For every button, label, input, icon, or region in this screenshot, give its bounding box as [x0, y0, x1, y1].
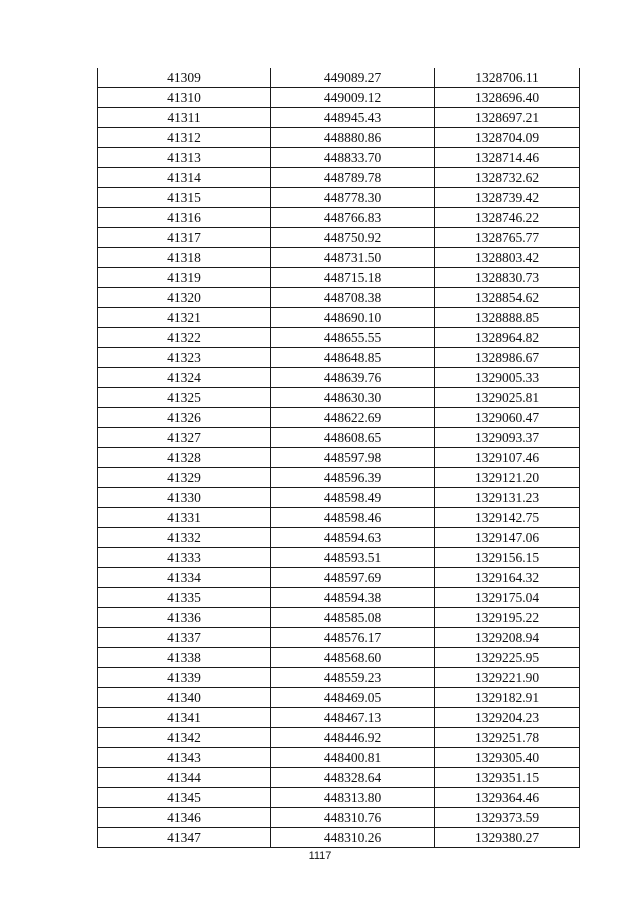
x-coordinate-cell: 448593.51: [271, 548, 435, 568]
x-coordinate-cell: 448598.49: [271, 488, 435, 508]
y-coordinate-cell: 1329142.75: [435, 508, 580, 528]
table-row: [98, 428, 580, 448]
table-row: [98, 608, 580, 628]
y-coordinate-cell: 1328739.42: [435, 188, 580, 208]
x-coordinate-cell: 448715.18: [271, 268, 435, 288]
table-row: [98, 588, 580, 608]
x-coordinate-cell: 448766.83: [271, 208, 435, 228]
table-row: [98, 808, 580, 828]
table-row: [98, 728, 580, 748]
point-id-cell: 41324: [98, 368, 271, 388]
point-id-cell: 41322: [98, 328, 271, 348]
point-id-cell: 41315: [98, 188, 271, 208]
point-id-cell: 41330: [98, 488, 271, 508]
table-row: [98, 348, 580, 368]
point-id-cell: 41338: [98, 648, 271, 668]
x-coordinate-cell: 448469.05: [271, 688, 435, 708]
y-coordinate-cell: 1329251.78: [435, 728, 580, 748]
point-id-cell: 41321: [98, 308, 271, 328]
point-id-cell: 41335: [98, 588, 271, 608]
y-coordinate-cell: 1329131.23: [435, 488, 580, 508]
x-coordinate-cell: 448446.92: [271, 728, 435, 748]
y-coordinate-cell: 1329005.33: [435, 368, 580, 388]
y-coordinate-cell: 1328854.62: [435, 288, 580, 308]
x-coordinate-cell: 448690.10: [271, 308, 435, 328]
y-coordinate-cell: 1329351.15: [435, 768, 580, 788]
x-coordinate-cell: 448585.08: [271, 608, 435, 628]
point-id-cell: 41332: [98, 528, 271, 548]
point-id-cell: 41311: [98, 108, 271, 128]
table-row: [98, 268, 580, 288]
x-coordinate-cell: 448400.81: [271, 748, 435, 768]
y-coordinate-cell: 1329182.91: [435, 688, 580, 708]
table-row: [98, 368, 580, 388]
point-id-cell: 41343: [98, 748, 271, 768]
point-id-cell: 41344: [98, 768, 271, 788]
table-row: [98, 108, 580, 128]
point-id-cell: 41347: [98, 828, 271, 848]
x-coordinate-cell: 448597.98: [271, 448, 435, 468]
table-row: [98, 248, 580, 268]
table-row: [98, 748, 580, 768]
table-row: [98, 168, 580, 188]
x-coordinate-cell: 448598.46: [271, 508, 435, 528]
y-coordinate-cell: 1329175.04: [435, 588, 580, 608]
point-id-cell: 41342: [98, 728, 271, 748]
table-row: [98, 288, 580, 308]
point-id-cell: 41318: [98, 248, 271, 268]
point-id-cell: 41345: [98, 788, 271, 808]
table-row: [98, 648, 580, 668]
point-id-cell: 41346: [98, 808, 271, 828]
y-coordinate-cell: 1329060.47: [435, 408, 580, 428]
x-coordinate-cell: 448731.50: [271, 248, 435, 268]
point-id-cell: 41341: [98, 708, 271, 728]
x-coordinate-cell: 448655.55: [271, 328, 435, 348]
table-row: [98, 188, 580, 208]
table-row: [98, 568, 580, 588]
table-row: [98, 128, 580, 148]
y-coordinate-cell: 1328714.46: [435, 148, 580, 168]
table-row: [98, 308, 580, 328]
y-coordinate-cell: 1329156.15: [435, 548, 580, 568]
y-coordinate-cell: 1329093.37: [435, 428, 580, 448]
point-id-cell: 41336: [98, 608, 271, 628]
point-id-cell: 41331: [98, 508, 271, 528]
table-row: [98, 528, 580, 548]
point-id-cell: 41313: [98, 148, 271, 168]
y-coordinate-cell: 1329147.06: [435, 528, 580, 548]
x-coordinate-cell: 448630.30: [271, 388, 435, 408]
x-coordinate-cell: 448608.65: [271, 428, 435, 448]
x-coordinate-cell: 448708.38: [271, 288, 435, 308]
table-row: [98, 488, 580, 508]
y-coordinate-cell: 1329373.59: [435, 808, 580, 828]
y-coordinate-cell: 1328697.21: [435, 108, 580, 128]
table-row: [98, 828, 580, 848]
y-coordinate-cell: 1329221.90: [435, 668, 580, 688]
table-row: [98, 148, 580, 168]
x-coordinate-cell: 449089.27: [271, 68, 435, 88]
y-coordinate-cell: 1328803.42: [435, 248, 580, 268]
point-id-cell: 41329: [98, 468, 271, 488]
table-row: [98, 548, 580, 568]
y-coordinate-cell: 1329204.23: [435, 708, 580, 728]
y-coordinate-cell: 1329305.40: [435, 748, 580, 768]
x-coordinate-cell: 448594.63: [271, 528, 435, 548]
table-row: [98, 768, 580, 788]
x-coordinate-cell: 448594.38: [271, 588, 435, 608]
x-coordinate-cell: 448945.43: [271, 108, 435, 128]
table-row: [98, 628, 580, 648]
y-coordinate-cell: 1328696.40: [435, 88, 580, 108]
x-coordinate-cell: 448568.60: [271, 648, 435, 668]
coordinate-table-body: [98, 68, 580, 848]
point-id-cell: 41316: [98, 208, 271, 228]
point-id-cell: 41339: [98, 668, 271, 688]
table-row: [98, 508, 580, 528]
table-row: [98, 708, 580, 728]
y-coordinate-cell: 1328706.11: [435, 68, 580, 88]
table-row: [98, 408, 580, 428]
y-coordinate-cell: 1329121.20: [435, 468, 580, 488]
x-coordinate-cell: 448313.80: [271, 788, 435, 808]
x-coordinate-cell: 448789.78: [271, 168, 435, 188]
table-row: [98, 688, 580, 708]
y-coordinate-cell: 1328746.22: [435, 208, 580, 228]
y-coordinate-cell: 1329225.95: [435, 648, 580, 668]
y-coordinate-cell: 1329364.46: [435, 788, 580, 808]
table-row: [98, 788, 580, 808]
x-coordinate-cell: 448639.76: [271, 368, 435, 388]
x-coordinate-cell: 448597.69: [271, 568, 435, 588]
x-coordinate-cell: 448648.85: [271, 348, 435, 368]
x-coordinate-cell: 448750.92: [271, 228, 435, 248]
table-row: [98, 388, 580, 408]
table-row: [98, 468, 580, 488]
y-coordinate-cell: 1328765.77: [435, 228, 580, 248]
table-row: [98, 88, 580, 108]
y-coordinate-cell: 1329208.94: [435, 628, 580, 648]
y-coordinate-cell: 1329195.22: [435, 608, 580, 628]
y-coordinate-cell: 1328732.62: [435, 168, 580, 188]
point-id-cell: 41314: [98, 168, 271, 188]
point-id-cell: 41317: [98, 228, 271, 248]
x-coordinate-cell: 448310.76: [271, 808, 435, 828]
y-coordinate-cell: 1328704.09: [435, 128, 580, 148]
x-coordinate-cell: 448833.70: [271, 148, 435, 168]
point-id-cell: 41312: [98, 128, 271, 148]
point-id-cell: 41334: [98, 568, 271, 588]
point-id-cell: 41337: [98, 628, 271, 648]
page-number: 1117: [308, 850, 332, 862]
point-id-cell: 41333: [98, 548, 271, 568]
y-coordinate-cell: 1328830.73: [435, 268, 580, 288]
x-coordinate-cell: 448576.17: [271, 628, 435, 648]
point-id-cell: 41309: [98, 68, 271, 88]
point-id-cell: 41310: [98, 88, 271, 108]
y-coordinate-cell: 1329380.27: [435, 828, 580, 848]
x-coordinate-cell: 448559.23: [271, 668, 435, 688]
y-coordinate-cell: 1329025.81: [435, 388, 580, 408]
point-id-cell: 41326: [98, 408, 271, 428]
table-row: [98, 208, 580, 228]
y-coordinate-cell: 1328888.85: [435, 308, 580, 328]
point-id-cell: 41327: [98, 428, 271, 448]
point-id-cell: 41323: [98, 348, 271, 368]
y-coordinate-cell: 1328986.67: [435, 348, 580, 368]
x-coordinate-cell: 448310.26: [271, 828, 435, 848]
x-coordinate-cell: 448880.86: [271, 128, 435, 148]
point-id-cell: 41320: [98, 288, 271, 308]
table-row: [98, 68, 580, 88]
point-id-cell: 41328: [98, 448, 271, 468]
table-row: [98, 328, 580, 348]
x-coordinate-cell: 448596.39: [271, 468, 435, 488]
x-coordinate-cell: 448328.64: [271, 768, 435, 788]
y-coordinate-cell: 1329107.46: [435, 448, 580, 468]
table-row: [98, 228, 580, 248]
table-row: [98, 668, 580, 688]
x-coordinate-cell: 448622.69: [271, 408, 435, 428]
x-coordinate-cell: 448467.13: [271, 708, 435, 728]
y-coordinate-cell: 1329164.32: [435, 568, 580, 588]
table-row: [98, 448, 580, 468]
x-coordinate-cell: 448778.30: [271, 188, 435, 208]
point-id-cell: 41340: [98, 688, 271, 708]
point-id-cell: 41319: [98, 268, 271, 288]
coordinate-table: [97, 68, 580, 848]
point-id-cell: 41325: [98, 388, 271, 408]
x-coordinate-cell: 449009.12: [271, 88, 435, 108]
y-coordinate-cell: 1328964.82: [435, 328, 580, 348]
